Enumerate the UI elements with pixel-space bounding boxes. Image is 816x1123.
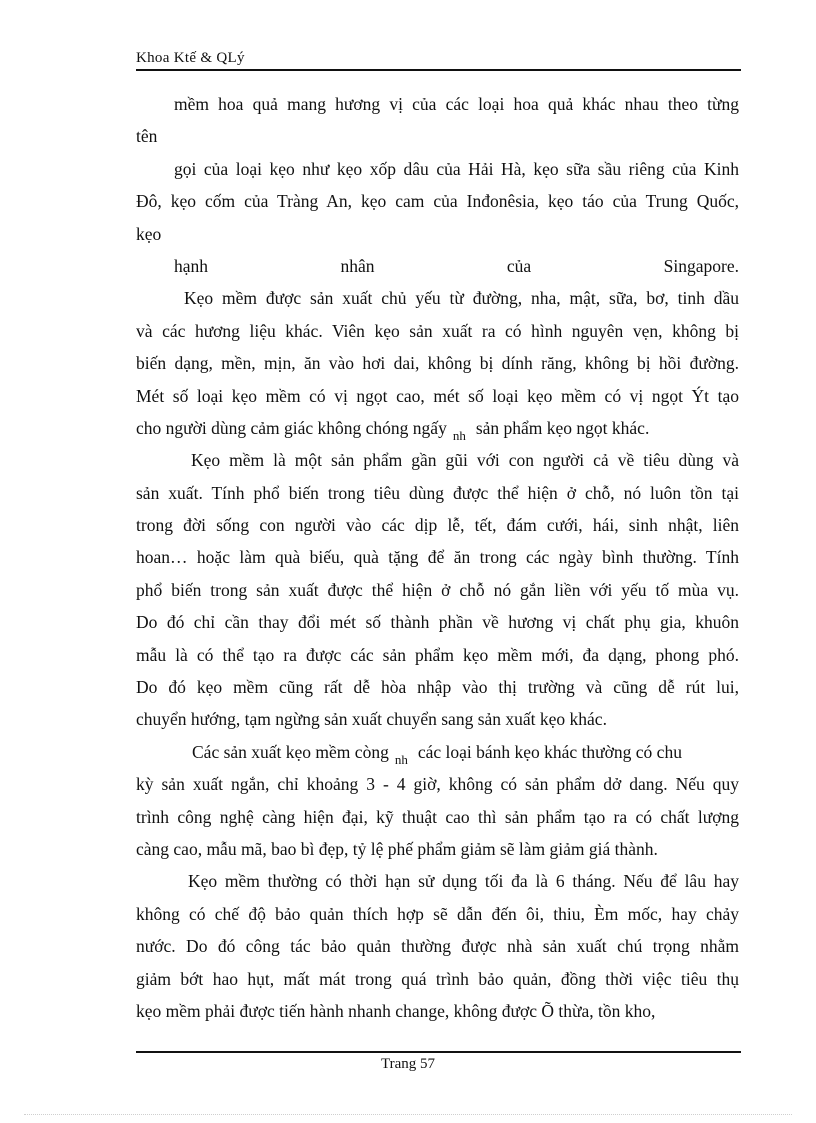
text-line: mềm hoa quả mang hương vị của các loại hoa quả khác nhau theo từng [174,94,739,114]
text-line: kẹo mềm phải được tiến hành nhanh change, không được Õ thừa, tồn kho, [136,1000,656,1021]
paragraph-start: Kẹo mềm được sản xuất chủ yếu từ đường, nha, mật, sữa, bơ, tinh dầu [184,288,739,309]
paragraph-start-with-subscript [136,736,739,768]
text-line: hoan… hoặc làm quà biếu, quà tặng để ăn trong các ngày bình thường. Tính [136,547,739,568]
text-line: kỳ sản xuất ngắn, chỉ khoảng 3 - 4 giờ, không có sản phẩm dở dang. Nếu quy [136,774,739,795]
document-body [136,88,739,1027]
text-line: Đô, kẹo cốm của Tràng An, kẹo cam của Inđonêsia, kẹo táo của Trung Quốc, [136,191,739,212]
text-line: Do đó kẹo mềm cũng rất dễ hòa nhập vào thị trường và cũng dễ rút lui, [136,677,739,698]
text-line: chuyển hướng, tạm ngừng sản xuất chuyển sang sản xuất kẹo khác. [136,709,607,730]
text-line: Do đó chỉ cần thay đổi mét số thành phần về hương vị chất phụ gia, khuôn [136,612,739,633]
header-department: Khoa Ktế & QLý [136,50,245,66]
text-line: biến dạng, mền, mịn, ăn vào hơi dai, không bị dính răng, không bị hồi đường. [136,353,739,374]
word: nhân [340,255,375,276]
text-line-spread [136,250,739,282]
word: của [506,255,532,276]
text-segment: Các sản xuất kẹo mềm còng [192,741,389,762]
text-line: và các hương liệu khác. Viên kẹo sản xuất ra có hình nguyên vẹn, không bị [136,320,739,341]
text-line: sản xuất. Tính phổ biến trong tiêu dùng được thể hiện ở chỗ, nó luôn tồn tại [136,482,739,503]
text-line: không có chế độ bảo quản thích hợp sẽ dẫn đến ôi, thiu, Èm mốc, hay chảy [136,903,739,924]
header-divider [136,69,741,71]
paragraph-start: Kẹo mềm là một sản phẩm gần gũi với con người cả về tiêu dùng và [191,450,739,471]
word: hạnh [174,255,209,276]
text-line: phổ biến trong sản xuất được thể hiện ở chỗ nó gắn liền với yếu tố mùa vụ. [136,579,739,600]
page-edge-dotted-line [24,1114,792,1115]
text-segment: sản phẩm kẹo ngọt khác. [475,417,650,438]
text-line: mẫu là có thể tạo ra được các sản phẩm kẹo mềm mới, đa dạng, phong phó. [136,644,739,665]
text-line: gọi của loại kẹo như kẹo xốp dâu của Hải Hà, kẹo sữa sầu riêng của Kinh [174,158,739,179]
text-segment: các loại bánh kẹo khác thường có chu [417,741,682,762]
page-number: Trang 57 [380,1056,436,1072]
text-line: trong đời sống con người vào các dịp lễ, tết, đám cưới, hái, sinh nhật, liên [136,515,739,536]
text-line: tên [136,126,158,147]
text-line: nước. Do đó công tác bảo quản thường được nhà sản xuất chú trọng nhằm [136,936,739,957]
text-line: kẹo [136,223,162,244]
paragraph-start: Kẹo mềm thường có thời hạn sử dụng tối đa là 6 tháng. Nếu để lâu hay [188,871,739,892]
text-segment: cho người dùng cảm giác không chóng ngấy [136,417,447,438]
text-line: trình công nghệ càng hiện đại, kỹ thuật cao thì sản phẩm tạo ra có chất lượng [136,806,739,827]
subscript-fragment: nh [394,751,408,767]
text-line-with-subscript [136,412,739,444]
text-line: giảm bớt hao hụt, mất mát trong quá trình bảo quản, đồng thời việc tiêu thụ [136,968,739,989]
text-line: Mét số loại kẹo mềm có vị ngọt cao, mét số loại kẹo mềm có vị ngọt Ýt tạo [136,385,739,406]
subscript-fragment: nh [452,427,466,443]
word: Singapore. [663,255,739,276]
text-line: càng cao, mẫu mã, bao bì đẹp, tỷ lệ phế phẩm giảm sẽ làm giảm giá thành. [136,838,658,859]
footer-divider [136,1051,741,1053]
